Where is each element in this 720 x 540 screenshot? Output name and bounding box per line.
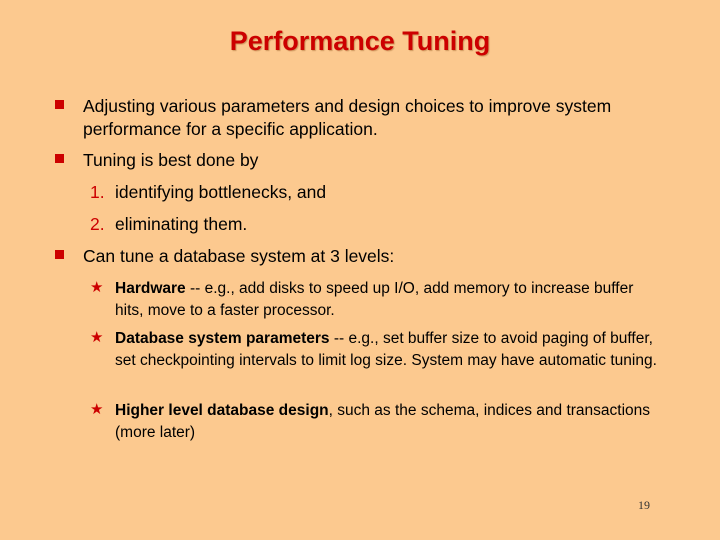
sub-bullet-text [115,328,660,372]
square-bullet-icon [55,100,64,109]
sub-bullet-detail: -- e.g., set buffer size to avoid paging of buffer, set checkpointing intervals to limit log size. System may have automatic tuning. [115,330,657,369]
sub-bullet-text [115,278,660,322]
sub-bullet-detail: , such as the schema, indices and transactions (more later) [115,402,651,441]
square-bullet-icon [55,250,64,259]
sub-bullet-text [115,400,660,444]
sub-bullet-term: Higher level database design [115,402,329,419]
star-bullet-icon: ★ [90,279,104,296]
numbered-item [90,213,650,236]
bullet-text: Tuning is best done by [83,150,259,170]
star-bullet-icon: ★ [90,401,104,418]
sub-bullet-term: Hardware [115,280,186,297]
slide-title: Performance Tuning [229,26,491,56]
sub-bullet-detail: -- e.g., add disks to speed up I/O, add memory to increase buffer hits, move to a faster processor. [115,280,634,319]
item-number: 1. [90,182,105,202]
page-number: 19 [638,498,650,512]
numbered-item [90,181,650,204]
item-number: 2. [90,214,105,234]
star-bullet-icon: ★ [90,329,104,346]
item-text: eliminating them. [115,214,248,234]
square-bullet-icon [55,154,64,163]
bullet-text: Adjusting various parameters and design choices to improve system performance for a specific application. [83,96,612,139]
item-text: identifying bottlenecks, and [115,182,327,202]
sub-bullet-term: Database system parameters [115,330,330,347]
bullet-text: Can tune a database system at 3 levels: [83,246,395,266]
